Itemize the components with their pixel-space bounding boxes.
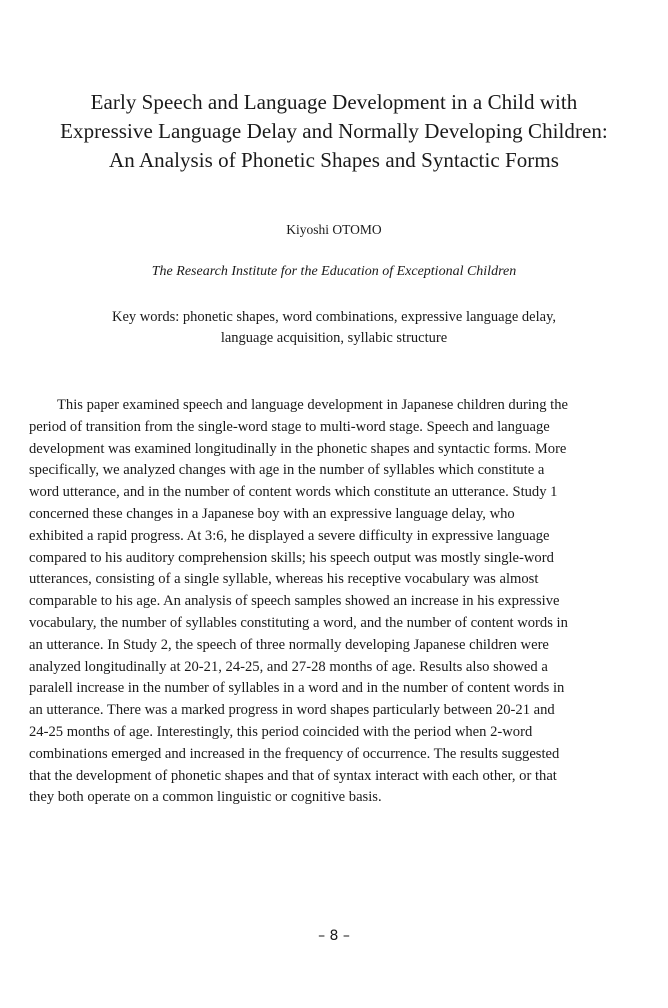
abstract-line: word utterance, and in the number of content words which constitute an utterance. Study 1 — [29, 484, 558, 501]
abstract-line: 24-25 months of age. Interestingly, this period coincided with the period when 2-word — [29, 723, 533, 740]
title-line: Expressive Language Delay and Normally Developing Children: — [60, 119, 608, 143]
author-affiliation: The Research Institute for the Education of Exceptional Children — [151, 264, 517, 279]
abstract-line: they both operate on a common linguistic or cognitive basis. — [29, 789, 382, 806]
page-number: – 8 – — [318, 928, 350, 944]
title-line: An Analysis of Phonetic Shapes and Syntactic Forms — [109, 148, 559, 172]
abstract-line: concerned these changes in a Japanese boy with an expressive language delay, who — [29, 505, 515, 522]
abstract-line: paralell increase in the number of syllables in a word and in the number of content words in — [29, 680, 565, 697]
abstract-line: that the development of phonetic shapes and that of syntax interact with each other, or that — [29, 767, 557, 784]
paper-title — [0, 88, 668, 175]
abstract-line: specifically, we analyzed changes with age in the number of syllables which constitute a — [29, 462, 545, 479]
abstract-line: an utterance. In Study 2, the speech of three normally developing Japanese children were — [29, 636, 549, 653]
abstract-line: vocabulary, the number of syllables constituting a word, and the number of content words in — [29, 614, 568, 631]
keywords — [0, 307, 668, 349]
title-line: Early Speech and Language Development in a Child with — [90, 90, 578, 114]
abstract — [29, 395, 649, 809]
keywords-line: language acquisition, syllabic structure — [220, 330, 448, 346]
keywords-line: Key words: phonetic shapes, word combinations, expressive language delay, — [111, 309, 556, 325]
abstract-line: compared to his auditory comprehension skills; his speech output was mostly single-word — [29, 549, 554, 566]
abstract-line: exhibited a rapid progress. At 3:6, he displayed a severe difficulty in expressive language — [29, 527, 550, 544]
abstract-line: combinations emerged and increased in the frequency of occurrence. The results suggested — [29, 745, 560, 762]
abstract-line: period of transition from the single-word stage to multi-word stage. Speech and language — [29, 418, 550, 435]
abstract-line: comparable to his age. An analysis of speech samples showed an increase in his expressive — [29, 593, 560, 610]
author-name: Kiyoshi OTOMO — [286, 222, 382, 237]
abstract-line: development was examined longitudinally in the phonetic shapes and syntactic forms. More — [29, 440, 567, 457]
abstract-line: utterances, consisting of a single syllable, whereas his receptive vocabulary was almost — [29, 571, 539, 588]
abstract-line: This paper examined speech and language development in Japanese children during the — [57, 397, 569, 413]
abstract-line: an utterance. There was a marked progress in word shapes particularly between 20-21 and — [29, 702, 555, 719]
abstract-line: analyzed longitudinally at 20-21, 24-25, and 27-28 months of age. Results also showed a — [29, 658, 548, 675]
